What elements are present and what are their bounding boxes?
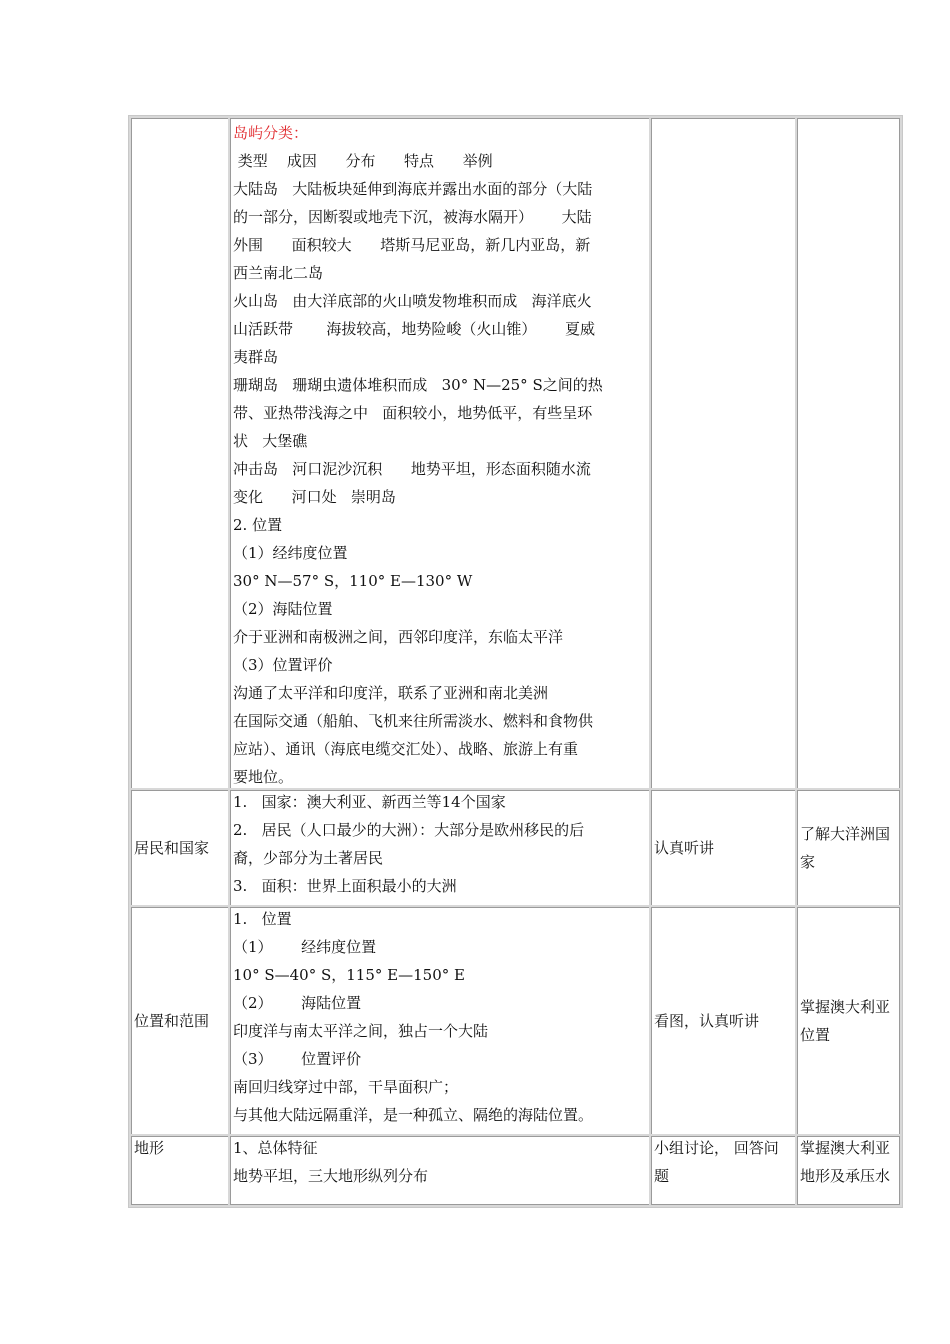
row2-activity-cell [651,790,796,906]
text-line: 应站）、通讯（海底电缆交汇处）、战略、旅游上有重 [233,740,579,758]
text-line: 带、亚热带浅海之中 面积较小，地势低平，有些呈环 [233,404,593,422]
text-line: 要地位。 [233,768,294,786]
text-line: 小组讨论， 回答问 [654,1139,779,1157]
text-line: 火山岛 由大洋底部的火山喷发物堆积而成 海洋底火 [233,292,592,310]
text-line: 与其他大陆远隔重洋，是一种孤立、隔绝的海陆位置。 [233,1106,594,1124]
row2-label: 居民和国家 [134,839,210,857]
row2-goal-cell [797,790,900,906]
row4-goal [800,1134,890,1190]
text-line: 掌握澳大利亚 [800,1139,891,1157]
text-line: 2. 位置 [233,516,283,534]
row4-label: 地形 [134,1139,165,1157]
row4-activity [654,1134,779,1190]
text-line: 1. 国家：澳大利亚、新西兰等14个国家 [233,793,506,811]
text-line: 10° S—40° S，115° E—150° E [233,966,465,984]
text-line: 沟通了太平洋和印度洋，联系了亚洲和南北美洲 [233,684,549,702]
text-line: 了解大洋洲国 [800,825,891,843]
row4-goal-cell [797,1136,900,1205]
text-line: 3. 面积：世界上面积最小的大洲 [233,877,457,895]
text-line: 夷群岛 [233,348,279,366]
text-line: 西兰南北二岛 [233,264,324,282]
text-line: 状 大堡礁 [233,432,308,450]
row2-goal [798,820,890,876]
text-line: 掌握澳大利亚 [800,998,891,1016]
row4-label-cell [131,1136,229,1205]
row2-label-cell [131,790,229,906]
row3-content-cell [230,907,650,1135]
row3-goal [798,993,890,1049]
row2-content-cell [230,790,650,906]
text-line: （3） 位置评价 [233,1050,362,1068]
text-line: （1） 经纬度位置 [233,938,377,956]
row1-title: 岛屿分类： [233,124,309,142]
text-line: 家 [800,853,816,871]
text-line: 珊瑚岛 珊瑚虫遗体堆积而成 30° N—25° S之间的热 [233,376,603,394]
text-line: 变化 河口处 崇明岛 [233,488,396,506]
row3-activity-cell [651,907,796,1135]
text-line: （2） 海陆位置 [233,994,362,1012]
text-line: 的一部分，因断裂或地壳下沉，被海水隔开） 大陆 [233,208,592,226]
row1-activity-cell [651,118,796,789]
text-line: 外围 面积较大 塔斯马尼亚岛，新几内亚岛，新 [233,236,591,254]
row2-activity: 认真听讲 [654,839,715,857]
row3-goal-cell [797,907,900,1135]
row3-label-cell [131,907,229,1135]
text-line: 地形及承压水 [800,1167,891,1185]
text-line: 题 [654,1167,670,1185]
row4-content-cell [230,1136,650,1205]
text-line: 位置 [800,1026,831,1044]
text-line: 2. 居民（人口最少的大洲）：大部分是欧州移民的后 [233,821,585,839]
text-line: （3）位置评价 [233,656,333,674]
row1-goal-cell [797,118,900,789]
text-line: （1）经纬度位置 [233,544,348,562]
text-line: 大陆岛 大陆板块延伸到海底并露出水面的部分（大陆 [233,180,593,198]
text-line: 裔，少部分为土著居民 [233,849,384,867]
row3-activity: 看图，认真听讲 [654,1012,760,1030]
row4-activity-cell [651,1136,796,1205]
text-line: 南回归线穿过中部，干旱面积广； [233,1078,459,1096]
text-line: 地势平坦，三大地形纵列分布 [233,1167,429,1185]
text-line: 1. 位置 [233,910,292,928]
text-line: 30° N—57° S，110° E—130° W [233,572,473,590]
text-line: 1、总体特征 [233,1139,318,1157]
text-line: 类型 成因 分布 特点 举例 [233,152,493,170]
text-line: 山活跃带 海拔较高，地势险峻（火山锥） 夏威 [233,320,595,338]
text-line: 冲击岛 河口泥沙沉积 地势平坦，形态面积随水流 [233,460,591,478]
text-line: 印度洋与南太平洋之间，独占一个大陆 [233,1022,489,1040]
text-line: （2）海陆位置 [233,600,333,618]
row1-content-cell [230,118,650,789]
text-line: 在国际交通（船舶、飞机来往所需淡水、燃料和食物供 [233,712,594,730]
row3-label: 位置和范围 [134,1012,210,1030]
text-line: 介于亚洲和南极洲之间，西邻印度洋，东临太平洋 [233,628,564,646]
row1-label-cell [131,118,229,789]
